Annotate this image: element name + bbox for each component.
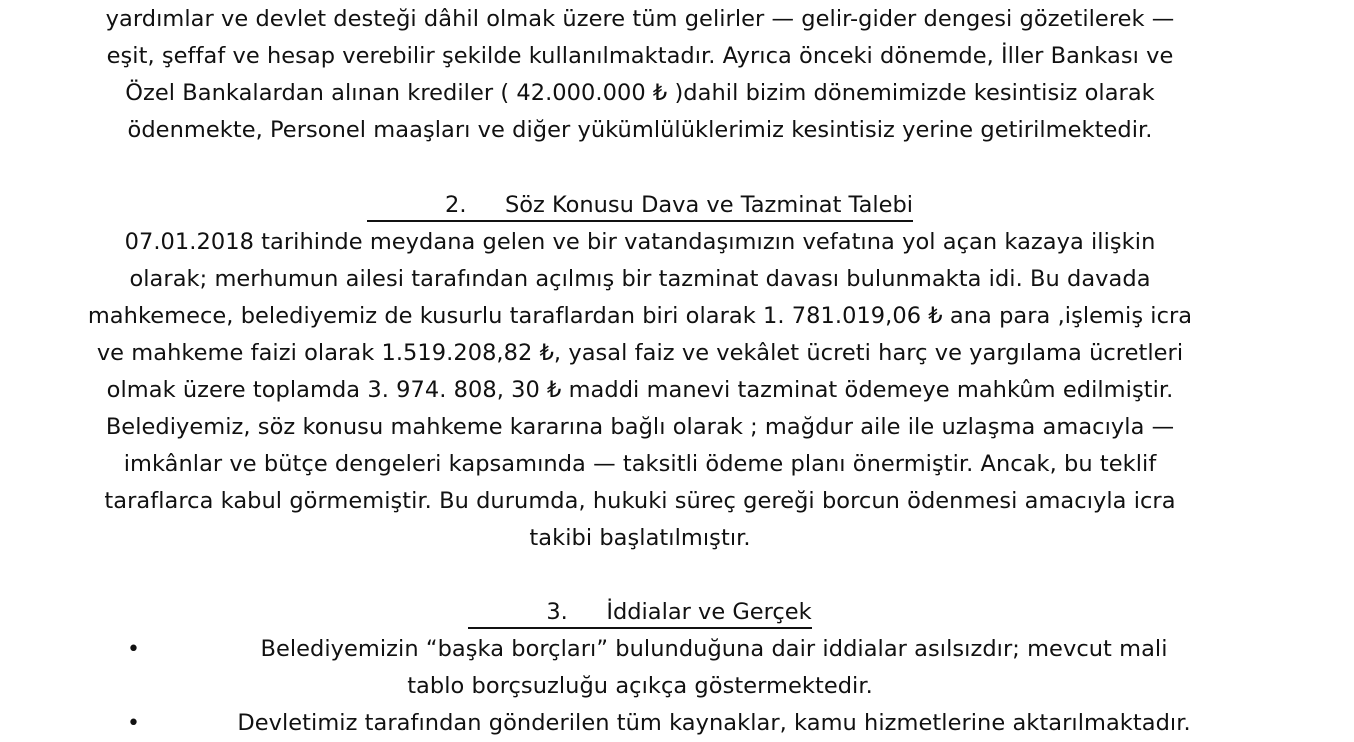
paragraph-line: Belediyemiz, söz konusu mahkeme kararına bağlı olarak ; mağdur aile ile uzlaşma amacıyla — (105, 414, 1175, 440)
paragraph-line: Özel Bankalardan alınan krediler ( 42.000.000 ₺ )dahil bizim dönemimizde kesintisiz olarak (125, 80, 1155, 106)
paragraph-line: olmak üzere toplamda 3. 974. 808, 30 ₺ maddi manevi tazminat ödemeye mahkûm edilmiştir. (106, 377, 1174, 403)
section-3-title: İddialar ve Gerçek (606, 599, 812, 625)
paragraph-line: takibi başlatılmıştır. (529, 525, 751, 551)
section-3-number: 3. (546, 599, 568, 625)
paragraph-line: ve mahkeme faizi olarak 1.519.208,82 ₺, yasal faiz ve vekâlet ücreti harç ve yargılama ücretleri (96, 340, 1184, 366)
paragraph-line: imkânlar ve bütçe dengeleri kapsamında — taksitli ödeme planı önermiştir. Ancak, bu teklif (123, 451, 1157, 477)
bullet-icon: • (127, 637, 140, 662)
paragraph-line: ödenmekte, Personel maaşları ve diğer yükümlülüklerimiz kesintisiz yerine getirilmektedir. (127, 117, 1153, 143)
paragraph-line: olarak; merhumun ailesi tarafından açılmış bir tazminat davası bulunmakta idi. Bu davada (129, 266, 1151, 292)
paragraph-line: eşit, şeffaf ve hesap verebilir şekilde kullanılmaktadır. Ayrıca önceki dönemde, İller Bankası ve (106, 43, 1174, 69)
section-2-number: 2. (445, 192, 467, 218)
section-3-heading-underline (468, 597, 811, 629)
paragraph-line: taraflarca kabul görmemiştir. Bu durumda, hukuki süreç gereği borcun ödenmesi amacıyla icra (104, 488, 1176, 514)
paragraph-line: mahkemece, belediyemiz de kusurlu taraflardan biri olarak 1. 781.019,06 ₺ ana para ,işlemiş icra (87, 303, 1193, 329)
bullet-line: Devletimiz tarafından gönderilen tüm kaynaklar, kamu hizmetlerine aktarılmaktadır. (237, 710, 1191, 736)
section-3-heading (0, 594, 1280, 631)
section-2-heading (0, 187, 1280, 224)
section-2-heading-underline (367, 190, 913, 222)
bullet-icon: • (127, 711, 140, 736)
bullet-line: tablo borçsuzluğu açıkça göstermektedir. (407, 673, 873, 699)
paragraph-line: yardımlar ve devlet desteği dâhil olmak üzere tüm gelirler — gelir-gider dengesi gözetilerek — (105, 6, 1175, 32)
bullet-line: Belediyemizin “başka borçları” bulunduğuna dair iddialar asılsızdır; mevcut mali (260, 636, 1168, 662)
section-2-title: Söz Konusu Dava ve Tazminat Talebi (505, 192, 913, 218)
paragraph-line: 07.01.2018 tarihinde meydana gelen ve bir vatandaşımızın vefatına yol açan kazaya ilişkin (124, 229, 1156, 255)
